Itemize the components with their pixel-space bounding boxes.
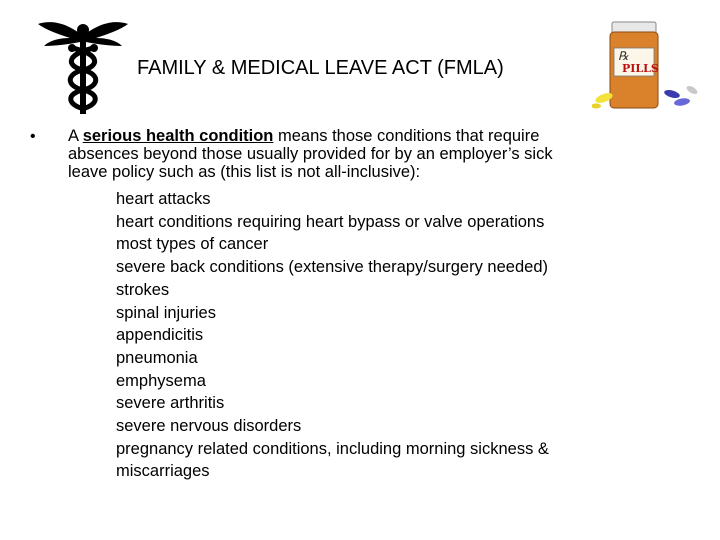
intro-line-1-rest: means those conditions that require bbox=[277, 127, 540, 145]
intro-paragraph bbox=[70, 127, 630, 181]
condition-item: strokes bbox=[116, 280, 170, 299]
intro-line-3: leave policy such as (this list is not all-inclusive): bbox=[68, 163, 421, 181]
intro-line-2: absences beyond those usually provided for by an employer’s sick bbox=[68, 145, 553, 163]
condition-item: severe nervous disorders bbox=[116, 417, 302, 436]
slide-title: FAMILY & MEDICAL LEAVE ACT (FMLA) bbox=[137, 57, 504, 79]
intro-prefix: A bbox=[68, 127, 79, 145]
condition-item: heart attacks bbox=[116, 190, 211, 208]
condition-item: appendicitis bbox=[116, 326, 204, 345]
condition-item: severe arthritis bbox=[116, 394, 225, 413]
condition-item: pregnancy related conditions, including morning sickness & bbox=[116, 439, 549, 458]
condition-item: pneumonia bbox=[116, 348, 198, 367]
condition-item: emphysema bbox=[116, 371, 206, 390]
defined-term: serious health condition bbox=[82, 127, 274, 145]
condition-item: most types of cancer bbox=[116, 235, 269, 254]
condition-item: severe back conditions (extensive therapy/surgery needed) bbox=[116, 258, 548, 277]
caduceus-icon bbox=[36, 16, 130, 116]
pill-bottle-label: PILLS bbox=[622, 62, 659, 75]
pill-bottle-icon bbox=[592, 20, 700, 112]
condition-item: miscarriages bbox=[116, 462, 210, 481]
bullet-marker: • bbox=[30, 128, 36, 145]
conditions-list bbox=[116, 188, 549, 483]
condition-item: spinal injuries bbox=[116, 303, 216, 322]
intro-line-1 bbox=[70, 127, 630, 145]
condition-item: heart conditions requiring heart bypass or valve operations bbox=[116, 212, 545, 231]
rx-symbol: ℞ bbox=[618, 49, 629, 63]
